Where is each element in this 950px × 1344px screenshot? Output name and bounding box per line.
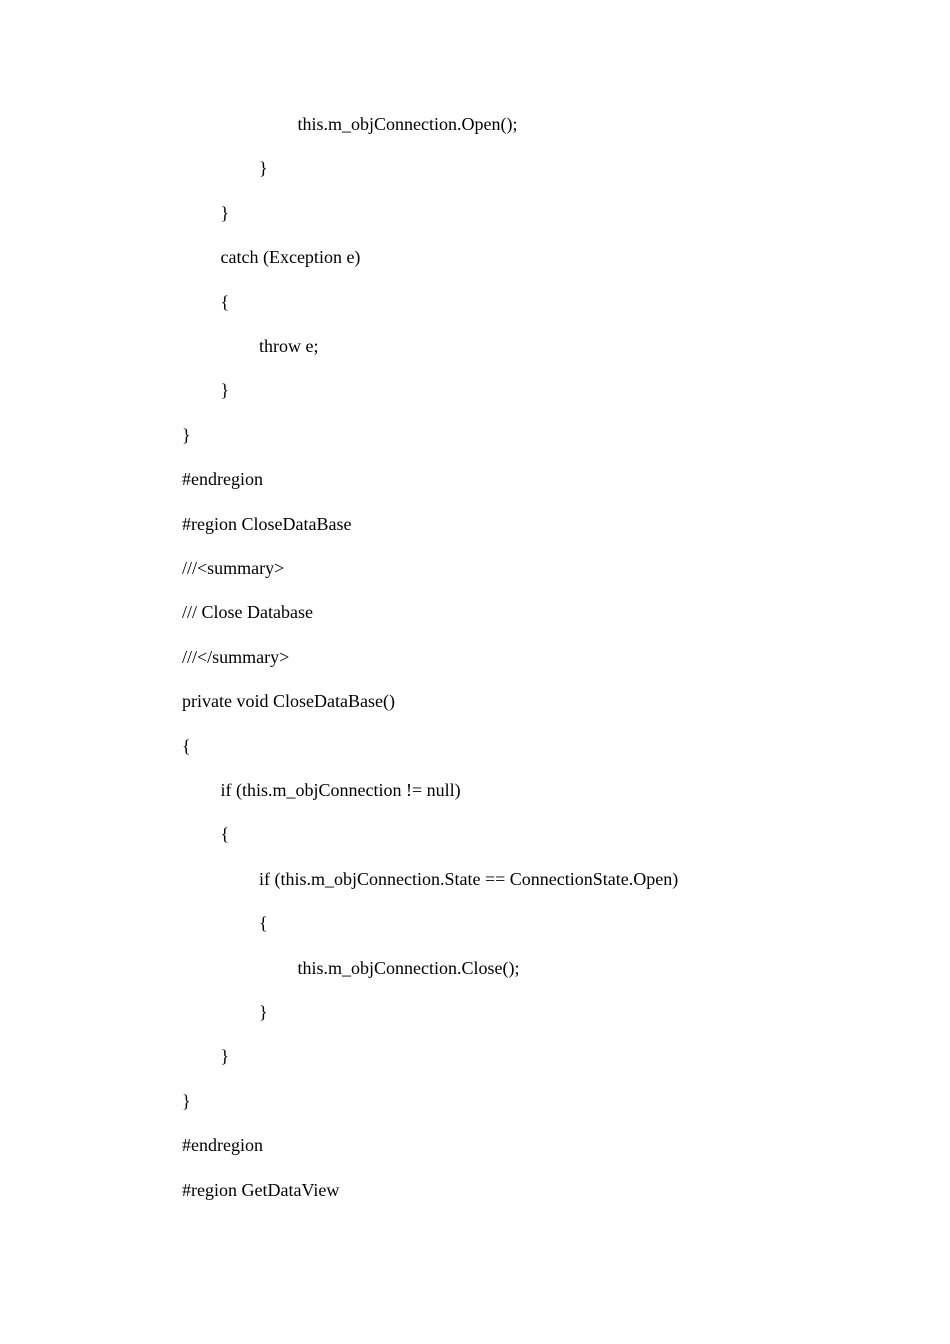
code-line: catch (Exception e): [220, 247, 361, 268]
code-line: #region CloseDataBase: [182, 513, 352, 534]
code-line: private void CloseDataBase(): [182, 691, 395, 712]
code-line: }: [220, 1046, 230, 1067]
code-line: #endregion: [182, 469, 263, 490]
code-line: this.m_objConnection.Close();: [297, 957, 520, 978]
code-line: {: [220, 824, 230, 845]
code-line: }: [259, 158, 268, 179]
code-line: ///<summary>: [182, 558, 285, 578]
code-line: throw e;: [259, 336, 319, 356]
code-line: }: [220, 202, 230, 223]
code-line: if (this.m_objConnection.State == ConnectionState.Open): [259, 868, 679, 889]
code-line: if (this.m_objConnection != null): [220, 780, 461, 800]
code-line: #endregion: [182, 1135, 263, 1156]
code-line: {: [220, 291, 230, 312]
code-line: }: [182, 424, 191, 445]
code-line: this.m_objConnection.Open();: [297, 114, 518, 134]
code-line: #region GetDataView: [182, 1179, 340, 1200]
code-line: /// Close Database: [182, 602, 313, 623]
code-line: }: [259, 1002, 268, 1022]
code-line: {: [259, 913, 268, 934]
code-line: }: [220, 380, 230, 401]
code-line: ///</summary>: [182, 646, 290, 667]
code-line: {: [182, 735, 191, 756]
code-line: }: [182, 1090, 191, 1111]
